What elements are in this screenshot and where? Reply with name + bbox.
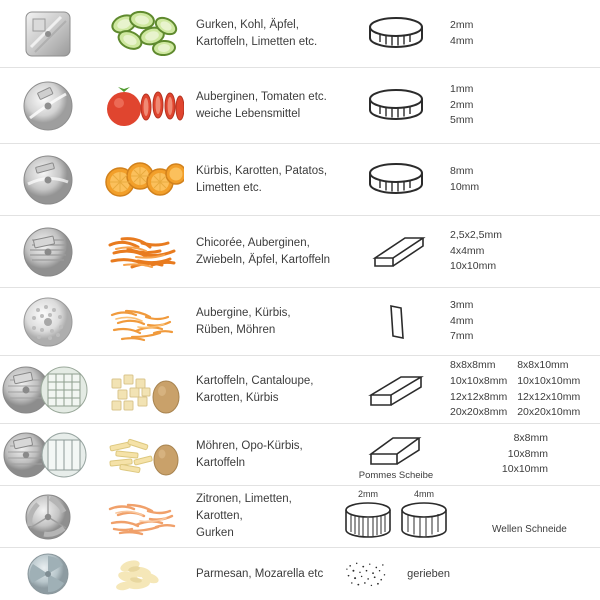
- disc-image-grating: [0, 294, 96, 350]
- shape-icon-disc: [342, 86, 450, 126]
- shape-icon-bar: [342, 428, 450, 481]
- description-line: Zitronen, Limetten, Karotten,: [196, 493, 292, 523]
- table-row: [0, 356, 600, 424]
- food-image-grated-parmesan: [96, 552, 192, 596]
- size-list: [450, 18, 600, 50]
- description-line: Karotten, Kürbis: [196, 391, 279, 404]
- description-line: weiche Lebensmittel: [196, 107, 301, 120]
- size-value: 20x20x8mm: [450, 406, 508, 419]
- size-value: 10x8mm: [507, 447, 548, 460]
- disc-image-dicing-kit: [0, 362, 96, 418]
- shape-icon-flat-strip: [342, 300, 450, 344]
- food-image-tomato: [96, 79, 192, 133]
- table-row: [0, 0, 600, 68]
- description-line: Gurken, Kohl, Äpfel,: [196, 18, 299, 31]
- disc-image-parmesan: [0, 550, 96, 598]
- size-value: 10mm: [450, 180, 480, 193]
- size-value: 12x12x10mm: [517, 390, 581, 403]
- size-value: 3mm: [450, 298, 474, 311]
- size-value: 2mm: [450, 98, 474, 111]
- food-image-cucumber: [96, 8, 192, 60]
- table-row: [0, 548, 600, 600]
- shape-icon-stick: [342, 230, 450, 274]
- description-line: Kartoffeln, Cantaloupe,: [196, 374, 314, 387]
- disc-image-slicing: [0, 78, 96, 134]
- size-value: 2mm: [450, 18, 474, 31]
- description-line: Limetten etc.: [196, 181, 262, 194]
- description-line: Parmesan, Mozarella etc: [196, 567, 324, 580]
- food-image-carrot-julienne: [96, 225, 192, 279]
- size-list: [450, 164, 600, 196]
- size-value: 10x10x10mm: [517, 374, 581, 387]
- table-row: [0, 486, 600, 548]
- disc-image-julienne: [0, 224, 96, 280]
- size-value: 20x20x10mm: [517, 406, 581, 419]
- description-text: [192, 438, 342, 471]
- shape-icon-bar: [342, 367, 450, 413]
- shape-icon-wavy-discs: [342, 489, 492, 544]
- size-value: 10x10mm: [501, 463, 548, 476]
- size-value: 8mm: [450, 164, 474, 177]
- size-value: 5mm: [450, 114, 474, 127]
- size-value: 2,5x2,5mm: [450, 228, 502, 241]
- table-row: [0, 424, 600, 486]
- description-text: [192, 373, 342, 406]
- disc-image-slicing: [0, 7, 96, 61]
- size-value: 4mm: [450, 34, 474, 47]
- description-line: Aubergine, Kürbis,: [196, 306, 291, 319]
- wavy-note-text: Wellen Schneide: [492, 524, 567, 535]
- size-value: 12x12x8mm: [450, 390, 508, 403]
- description-text: [192, 491, 342, 541]
- size-value: 10x10x8mm: [450, 374, 508, 387]
- description-text: [192, 305, 342, 338]
- description-text: [192, 163, 342, 196]
- size-value: 4x4mm: [450, 244, 485, 257]
- disc-image-fries-kit: [0, 428, 96, 482]
- size-list: [450, 228, 600, 275]
- size-value: 8x8x10mm: [517, 359, 569, 371]
- food-image-orange: [96, 154, 192, 206]
- food-image-shredded-carrot: [96, 493, 192, 541]
- shape-icon-disc: [342, 160, 450, 200]
- table-row: [0, 216, 600, 288]
- size-column-left: [450, 358, 507, 421]
- table-row: [0, 288, 600, 356]
- size-list: [450, 298, 600, 345]
- table-row: [0, 144, 600, 216]
- size-value: 8x8mm: [513, 431, 548, 444]
- size-list: [450, 431, 600, 478]
- size-value: 10x10mm: [450, 260, 497, 273]
- description-text: [192, 17, 342, 50]
- size-column-right: [517, 358, 580, 421]
- description-line: Zwiebeln, Äpfel, Kartoffeln: [196, 253, 331, 266]
- size-value: 1mm: [450, 82, 474, 95]
- disc-image-slicing: [0, 152, 96, 208]
- description-line: Rüben, Möhren: [196, 323, 276, 336]
- description-line: Kürbis, Karotten, Patatos,: [196, 164, 328, 177]
- food-image-grated-carrot: [96, 297, 192, 347]
- wavy-left-size: 2mm: [358, 489, 378, 499]
- description-line: Auberginen, Tomaten etc.: [196, 90, 327, 103]
- shape-icon-disc: [342, 14, 450, 54]
- food-image-diced-potato: [96, 363, 192, 417]
- description-line: Chicorée, Auberginen,: [196, 236, 310, 249]
- size-list: [450, 358, 600, 421]
- shape-icon-granules: [342, 554, 450, 594]
- description-line: Möhren, Opo-Kürbis, Kartoffeln: [196, 439, 303, 469]
- size-list: [450, 82, 600, 129]
- food-image-fries: [96, 430, 192, 480]
- size-value: 7mm: [450, 330, 474, 343]
- table-row: [0, 68, 600, 144]
- shape-caption: Pommes Scheibe: [358, 470, 434, 481]
- shape-note: [492, 486, 600, 547]
- size-value: 8x8x8mm: [450, 359, 496, 371]
- description-line: Gurken: [196, 526, 234, 539]
- disc-image-wavy-slicer: [0, 490, 96, 544]
- grated-note-text: gerieben: [407, 568, 450, 580]
- description-line: Kartoffeln, Limetten etc.: [196, 35, 318, 48]
- description-text: [192, 235, 342, 268]
- description-text: [192, 89, 342, 122]
- description-text: [192, 566, 342, 583]
- wavy-right-size: 4mm: [414, 489, 434, 499]
- size-value: 4mm: [450, 314, 474, 327]
